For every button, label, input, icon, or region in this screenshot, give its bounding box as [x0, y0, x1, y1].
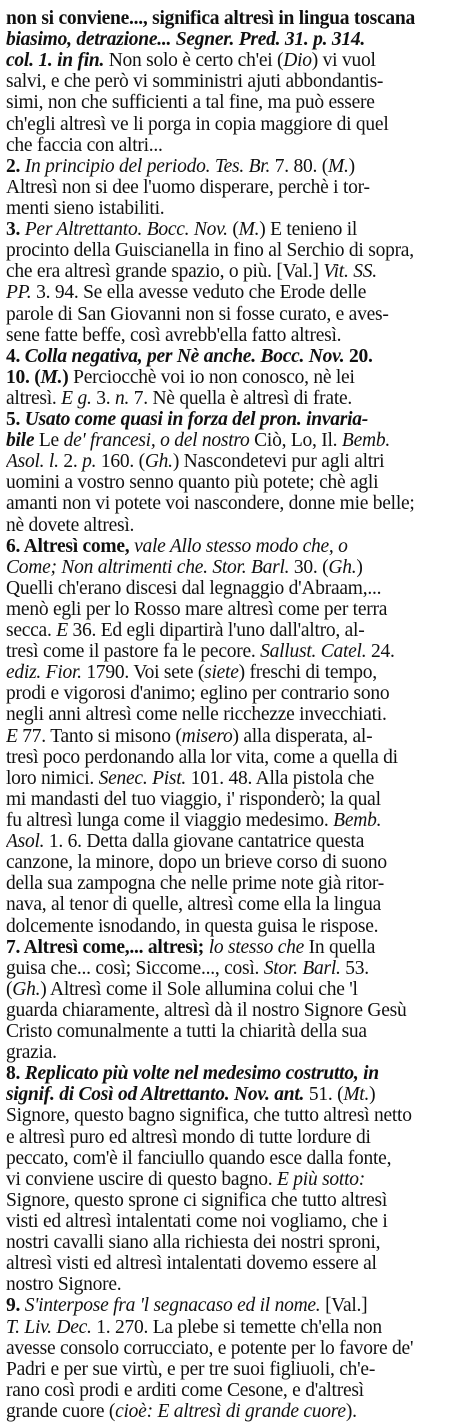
- text-span: secca.: [6, 620, 57, 641]
- text-span: 7. Nè quella è altresì di frate.: [129, 387, 353, 409]
- text-span: sene fatte beffe, così avrebb'ella fatto altresì.: [6, 324, 342, 346]
- text-span: de' francesi, o del nostro: [63, 430, 250, 452]
- text-span: amanti non vi potete voi nascondere, donne mie belle;: [6, 493, 415, 515]
- text-span: canzone, la minore, dopo un brieve corso di suono: [6, 852, 387, 874]
- text-span: 77. Tanto si misono (: [17, 725, 182, 747]
- text-span: Per Altrettanto. Bocc. Nov.: [24, 219, 228, 240]
- text-span: M.: [40, 366, 63, 388]
- text-span: mi mandasti del tuo viaggio, i' risponderò; la qual: [6, 788, 381, 810]
- text-span: 53.: [340, 957, 369, 979]
- text-span: tresì come il pastore fa le pecore.: [6, 641, 261, 663]
- text-span: Sallust. Catel.: [260, 641, 367, 663]
- text-span: che faccia con altri...: [6, 134, 163, 156]
- text-span: Bemb.: [333, 810, 382, 831]
- text-span: menti sieno istabiliti.: [6, 197, 165, 219]
- text-span: [Val.]: [320, 1295, 368, 1317]
- text-span: Gh.: [12, 978, 41, 1000]
- text-span: della sua zampogna che nelle prime note già ritor-: [6, 873, 385, 895]
- text-span: ediz. Fior.: [6, 662, 82, 684]
- text-span: Come; Non altrimenti che. Stor. Barl.: [6, 556, 290, 578]
- text-span: Usato come quasi in forza del pron. invaria-: [24, 409, 369, 430]
- text-span: 3.: [6, 219, 25, 240]
- text-span: biasimo, detrazione... Segner. Pred. 31. p. 314.: [6, 29, 366, 51]
- text-span: nostri cavalli siano alla richiesta dei nostri sproni,: [6, 1232, 381, 1254]
- text-span: Asol.: [6, 831, 45, 853]
- text-span: dolcemente isnodando, in questa guisa le rispose.: [6, 915, 379, 937]
- text-span: misero: [181, 725, 233, 747]
- text-span: 20.: [344, 345, 373, 367]
- text-span: altresì.: [6, 387, 62, 409]
- text-span: 7. Altresì come,... altresì;: [6, 936, 209, 958]
- text-span: E: [56, 620, 68, 641]
- text-span: 9.: [6, 1295, 25, 1317]
- text-span: guarda chiaramente, altresì dà il nostro Signore Gesù: [6, 999, 407, 1021]
- text-span: Stor. Barl.: [263, 957, 341, 979]
- text-span: vi conviene uscire di questo bagno.: [6, 1168, 277, 1190]
- text-span: S'interpose fra 'l segnacaso ed il nome.: [24, 1295, 321, 1317]
- text-span: 5.: [6, 409, 25, 430]
- text-span: ): [348, 155, 355, 177]
- text-span: negli anni altresì come nelle ricchezze invecchiati.: [6, 704, 387, 726]
- text-span: ) E tenieno il: [259, 219, 358, 240]
- text-span: Cristo comunalmente a tutti la chiarità della sua: [6, 1021, 367, 1042]
- text-span: T. Liv. Dec.: [6, 1316, 92, 1338]
- text-span: Quelli ch'erano discesi dal legnaggio d'Abraam,...: [6, 577, 382, 599]
- text-span: Senec. Pist.: [98, 767, 187, 789]
- text-span: guisa che... così; Siccome..., così.: [6, 957, 264, 979]
- text-span: Bemb.: [341, 430, 390, 452]
- text-span: Ciò, Lo, Il.: [249, 430, 342, 452]
- text-span: Non solo è certo ch'ei (: [104, 50, 284, 72]
- text-span: Le: [34, 430, 64, 452]
- text-span: E g.: [61, 387, 92, 409]
- text-span: che era altresì grande spazio, o più. [Val.]: [6, 261, 324, 283]
- text-span: In principio del periodo. Tes. Br.: [24, 155, 271, 177]
- text-line: [6, 1399, 466, 1424]
- text-span: salvi, e che però vi somministri ajuti abbondantis-: [6, 71, 384, 93]
- text-span: nè dovete altresì.: [6, 514, 135, 536]
- text-span: In quella: [304, 936, 376, 958]
- text-span: nostro Signore.: [6, 1274, 122, 1296]
- text-span: 1790. Voi sete (: [81, 662, 205, 684]
- text-span: Gh.: [144, 451, 173, 473]
- text-span: Vit. SS.: [323, 261, 377, 283]
- text-span: 3. 94. Se ella avesse veduto che Erode delle: [31, 282, 367, 304]
- text-span: siete: [204, 662, 239, 684]
- text-span: 7. 80. (: [270, 155, 328, 177]
- text-span: 4.: [6, 345, 25, 367]
- text-span: tresì poco perdonando alla lor vita, come a quella di: [6, 746, 398, 768]
- text-span: 8.: [6, 1063, 25, 1085]
- text-span: 2.: [6, 155, 25, 177]
- text-span: PP.: [6, 282, 32, 304]
- text-span: n.: [114, 387, 130, 409]
- text-span: rano così prodi e arditi come Cesone, e d'altresì: [6, 1379, 364, 1401]
- text-span: 30. (: [289, 556, 329, 578]
- text-span: Gh.: [328, 556, 357, 578]
- text-span: bile: [6, 430, 35, 452]
- text-span: lo stesso che: [208, 936, 305, 958]
- text-span: prodi e vigorosi d'animo; eglino per contrario sono: [6, 683, 390, 705]
- text-span: 6. Altresì come,: [6, 535, 135, 557]
- text-span: 101. 48. Alla pistola che: [186, 767, 374, 789]
- text-span: Replicato più volte nel medesimo costrutto, in: [24, 1063, 379, 1085]
- text-span: 3.: [91, 387, 115, 409]
- text-span: ).: [345, 1400, 357, 1422]
- text-span: e altresì puro ed altresì mondo di tutte lordure di: [6, 1126, 371, 1148]
- text-span: altresì visti ed altresì intalentati dovemo essere al: [6, 1253, 377, 1275]
- text-span: E più sotto:: [276, 1168, 365, 1190]
- text-span: Padri e per sue virtù, e per tre suoi figliuoli, ch'e-: [6, 1358, 376, 1380]
- text-span: E: [6, 725, 18, 747]
- text-span: avesse consolo corrucciato, e potente per lo favore de': [6, 1337, 414, 1359]
- text-span: Mt.: [343, 1084, 370, 1106]
- text-span: menò egli per lo Rosso mare altresì come per terra: [6, 598, 388, 620]
- text-span: nava, al tenor di quelle, altresì come ella la lingua: [6, 894, 381, 916]
- text-span: ) freschi di tempo,: [238, 662, 377, 684]
- text-span: uomini a vostro senno quanto più potete; chè agli: [6, 472, 379, 494]
- text-span: 160. (: [96, 451, 145, 473]
- text-span: Altresì non si dee l'uomo disperare, perchè i tor-: [6, 176, 370, 198]
- text-span: simi, non che sufficienti a tal fine, ma può essere: [6, 92, 375, 114]
- text-span: ) Nascondetevi pur agli altri: [172, 451, 385, 473]
- text-span: peccato, com'è il fanciullo quando esce dalla fonte,: [6, 1147, 392, 1169]
- text-span: ch'egli altresì ve li porga in copia maggiore di quel: [6, 113, 389, 135]
- text-span: (: [6, 978, 13, 1000]
- text-span: grazia.: [6, 1042, 57, 1064]
- text-span: visti ed altresì intalentati come noi vogliamo, che i: [6, 1211, 388, 1232]
- text-span: p.: [82, 451, 97, 473]
- text-span: 1. 6. Detta dalla giovane cantatrice questa: [44, 831, 365, 853]
- text-span: M.: [328, 155, 349, 177]
- text-span: signif. di Così od Altrettanto. Nov. ant.: [6, 1084, 305, 1106]
- text-span: Signore, questo bagno significa, che tutto altresì netto: [6, 1105, 412, 1127]
- text-span: Perciocchè voi io non conosco, nè lei: [68, 366, 355, 388]
- text-span: 36. Ed egli dipartirà l'uno dall'altro, al-: [67, 620, 365, 641]
- text-span: 24.: [366, 641, 395, 663]
- text-span: parole di San Giovanni non si fosse curato, e aves-: [6, 303, 389, 325]
- text-span: ) Altresì come il Sole allumina colui che 'l: [40, 978, 358, 1000]
- text-span: ) vi vuol: [311, 50, 376, 72]
- text-span: cioè: E altresì di grande cuore: [115, 1400, 346, 1422]
- text-span: ) alla disperata, al-: [232, 725, 373, 747]
- text-span: (: [227, 219, 239, 240]
- text-span: 2.: [58, 451, 83, 473]
- text-span: ): [369, 1084, 376, 1106]
- text-span: 10. (: [6, 366, 41, 388]
- text-span: fu altresì lunga come il viaggio medesimo.: [6, 810, 334, 831]
- text-span: 51. (: [304, 1084, 344, 1106]
- text-span: ): [62, 366, 69, 388]
- text-span: grande cuore (: [6, 1400, 116, 1422]
- text-span: ): [356, 556, 363, 578]
- text-span: M.: [238, 219, 260, 240]
- text-span: Signore, questo sprone ci significa che tutto altresì: [6, 1189, 387, 1211]
- text-span: non si conviene..., significa altresì in lingua toscana: [6, 8, 415, 29]
- text-span: Asol. l.: [6, 451, 59, 473]
- text-span: Colla negativa, per Nè anche. Bocc. Nov.: [24, 345, 345, 367]
- text-span: procinto della Guiscianella in fino al Serchio di sopra,: [6, 240, 414, 262]
- text-span: Dio: [283, 50, 312, 72]
- text-span: 1. 270. La plebe si temette ch'ella non: [91, 1316, 382, 1338]
- text-span: col. 1. in fin.: [6, 50, 105, 72]
- text-span: loro nimici.: [6, 767, 99, 789]
- text-span: vale Allo stesso modo che, o: [134, 535, 348, 557]
